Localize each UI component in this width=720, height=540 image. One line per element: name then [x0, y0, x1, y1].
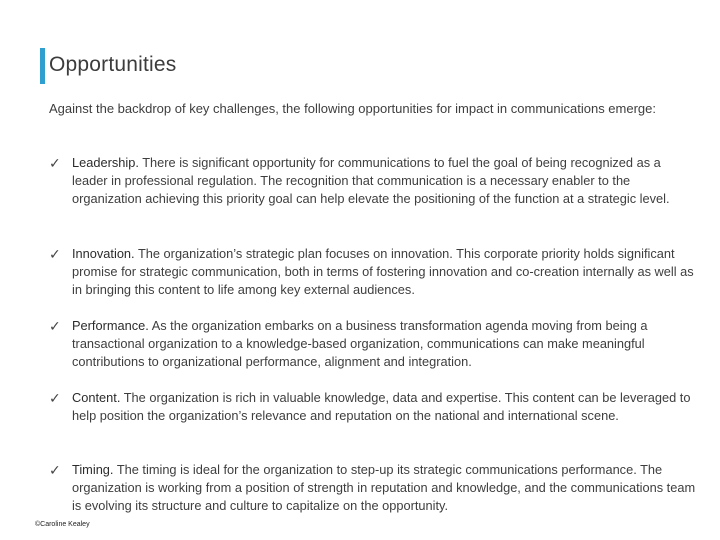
bullet-innovation: [49, 245, 699, 299]
bullet-body: The timing is ideal for the organization to step-up its strategic communications performance. The organization is working from a position of strength in reputation and knowledge, and the communications team is evolving its structure and culture to capitalize on the opportunity.: [72, 462, 696, 513]
bullet-text: [72, 317, 699, 371]
bullet-text: [72, 461, 699, 515]
bullet-text: [72, 154, 699, 208]
bullet-text: [72, 245, 699, 299]
bullet-heading: Timing.: [72, 462, 114, 477]
bullet-heading: Performance.: [72, 318, 149, 333]
bullet-heading: Content.: [72, 390, 121, 405]
page-title: Opportunities: [49, 53, 177, 76]
bullet-heading: Leadership.: [72, 155, 139, 170]
bullet-body: The organization is rich in valuable knowledge, data and expertise. This content can be leveraged to help position the organization’s relevance and reputation on the national and international scene.: [72, 390, 691, 423]
intro-paragraph: Against the backdrop of key challenges, the following opportunities for impact in communications emerge:: [49, 101, 656, 116]
bullet-body: The organization’s strategic plan focuses on innovation. This corporate priority holds significant promise for strategic communication, both in terms of fostering innovation and co-creation internally as well as in bringing this content to life among key external audiences.: [72, 246, 694, 297]
bullet-heading: Innovation.: [72, 246, 135, 261]
bullet-performance: [49, 317, 699, 371]
checkmark-icon: ✓: [49, 155, 61, 171]
checkmark-icon: ✓: [49, 246, 61, 262]
copyright-footer: ©Caroline Kealey: [35, 521, 90, 528]
bullet-timing: [49, 461, 699, 515]
bullet-body: As the organization embarks on a business transformation agenda moving from being a transactional organization to a knowledge-based organization, communications can make meaningful contributions to organizational performance, alignment and integration.: [72, 318, 648, 369]
checkmark-icon: ✓: [49, 318, 61, 334]
bullet-content: [49, 389, 699, 425]
bullet-body: There is significant opportunity for communications to fuel the goal of being recognized as a leader in professional regulation. The recognition that communication is a necessary enabler to the organization achieving this priority goal can help elevate the positioning of the function at a strategic level.: [72, 155, 670, 206]
checkmark-icon: ✓: [49, 390, 61, 406]
title-accent-bar: [40, 48, 45, 84]
checkmark-icon: ✓: [49, 462, 61, 478]
bullet-text: [72, 389, 699, 425]
bullet-leadership: [49, 154, 699, 208]
